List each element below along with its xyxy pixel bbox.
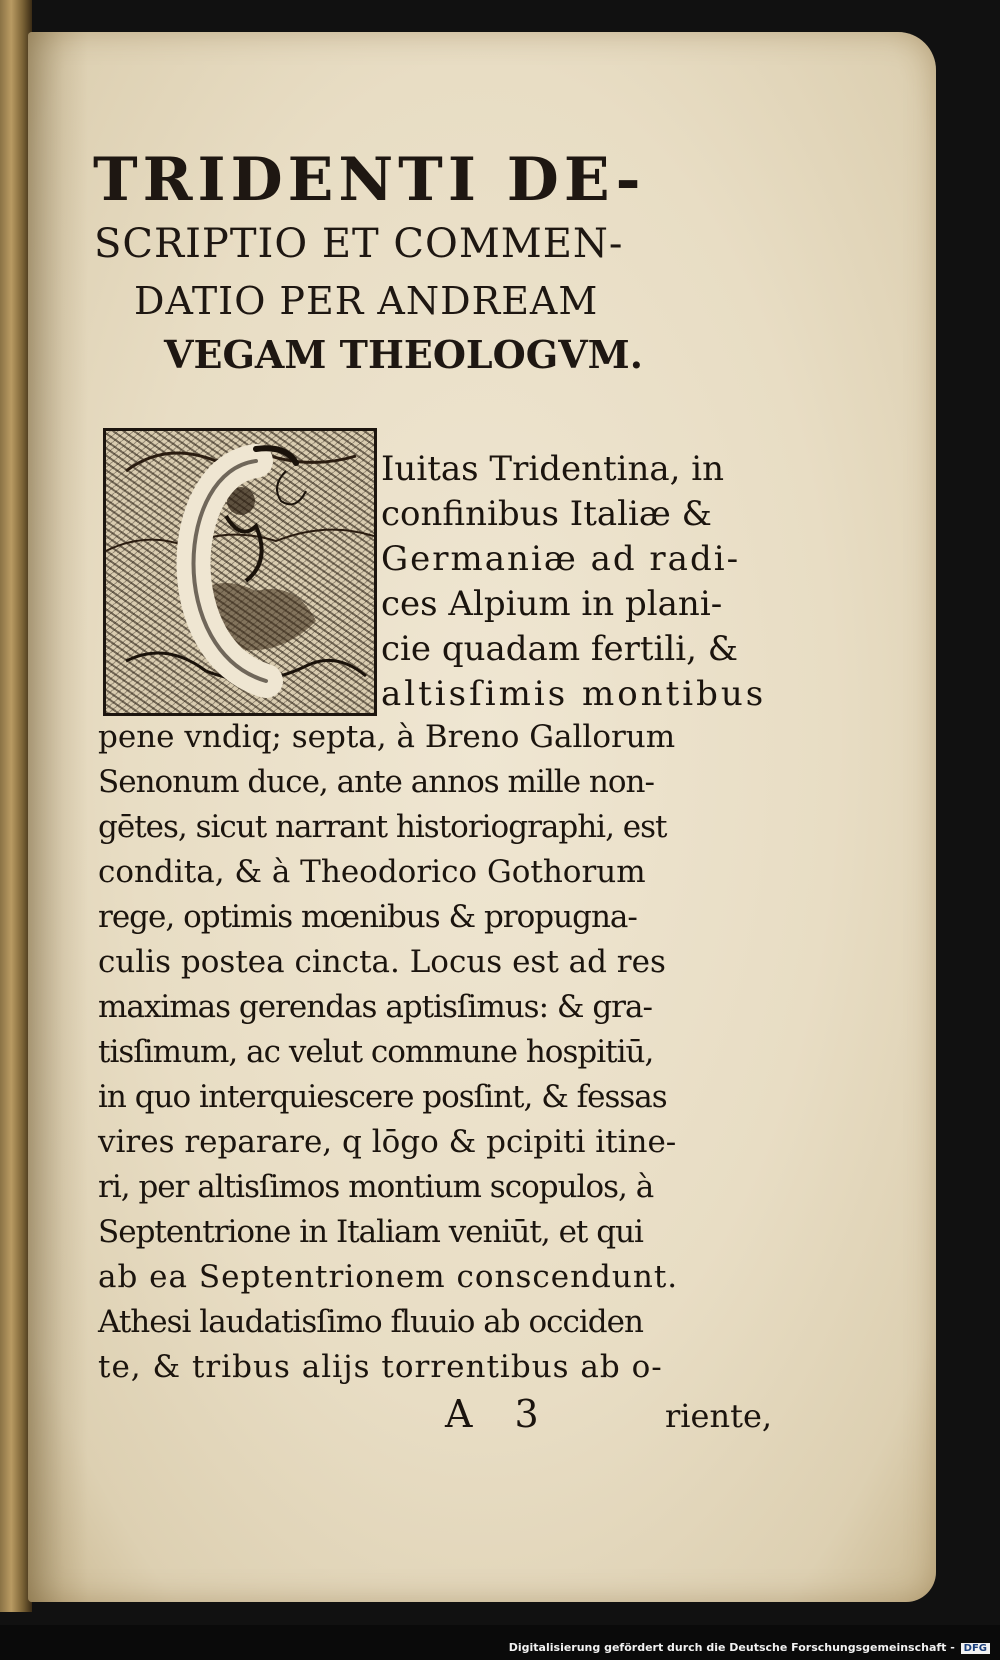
- body-line: in quo interquiescere posſint, & fessas: [98, 1079, 667, 1115]
- body-line: Septentrione in Italiam veniūt, et qui: [98, 1214, 643, 1250]
- body-line: cie quadam fertili, &: [381, 629, 738, 669]
- body-line: ab ea Septentrionem conscendunt.: [98, 1259, 679, 1295]
- title-line-2: SCRIPTIO ET COMMEN-: [94, 221, 624, 267]
- body-line: culis postea cincta. Locus est ad res: [98, 944, 666, 980]
- body-line: tisſimum, ac velut commune hospitiū,: [98, 1034, 654, 1070]
- body-line: maximas gerendas aptisſimus: & gra-: [98, 989, 652, 1025]
- body-line: ces Alpium in plani-: [381, 584, 723, 624]
- body-line: vires reparare, q lōgo & pcipiti itine-: [98, 1124, 677, 1160]
- body-line: ri, per altisſimos montium scopulos, à: [98, 1169, 654, 1205]
- body-line: condita, & à Theodorico Gothorum: [98, 854, 646, 890]
- body-line: Germaniæ ad radi-: [381, 539, 741, 579]
- catchword: riente,: [665, 1397, 773, 1435]
- signature-mark: A 3: [445, 1392, 539, 1436]
- body-line: Athesi laudatisſimo fluuio ab occiden: [98, 1304, 643, 1340]
- body-line: te, & tribus alijs torrentibus ab o-: [98, 1349, 663, 1385]
- title-line-1: TRIDENTI DE-: [93, 145, 646, 215]
- body-line: pene vndiq; septa, à Breno Gallorum: [98, 719, 676, 755]
- body-line: altisſimis montibus: [381, 674, 767, 714]
- body-line: confinibus Italiæ &: [381, 494, 712, 534]
- title-line-4: VEGAM THEOLOGVM.: [164, 332, 643, 377]
- credit-text: Digitalisierung gefördert durch die Deutsche Forschungsgemeinschaft -: [508, 1641, 955, 1654]
- body-line: Senonum duce, ante annos mille non-: [98, 764, 654, 800]
- body-line: gētes, sicut narrant historiographi, est: [98, 809, 667, 845]
- dfg-logo-icon: DFG: [961, 1643, 990, 1654]
- body-line: rege, optimis mœnibus & propugna-: [98, 899, 637, 935]
- title-line-3: DATIO PER ANDREAM: [134, 279, 599, 323]
- body-line: Iuitas Tridentina, in: [381, 449, 725, 489]
- digitization-credit: [509, 1641, 990, 1654]
